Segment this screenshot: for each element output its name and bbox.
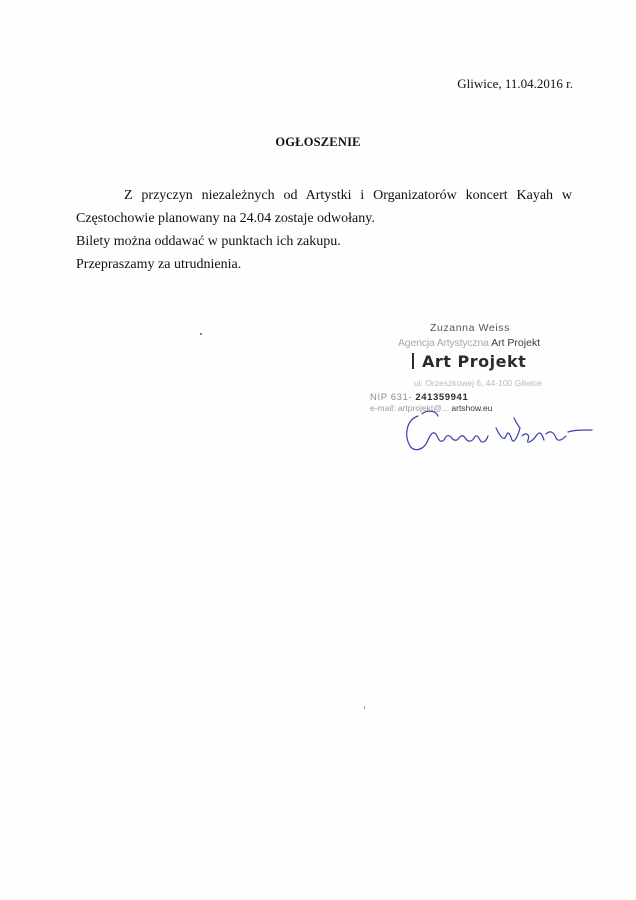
stamp-emblem-icon (412, 353, 420, 369)
stamp-agency-faded: Agencja Artystyczna (398, 337, 489, 349)
stamp-logo-text: Art Projekt (422, 352, 527, 371)
stamp-nip-number: 241359941 (415, 392, 469, 403)
stamp-email-domain: artshow.eu (451, 403, 493, 413)
scan-speck (364, 706, 365, 709)
stamp-person-name: Zuzanna Weiss (430, 322, 510, 334)
stamp-agency-line (398, 337, 540, 349)
stamp-email-faded: e-mail: artprojekt@... (370, 403, 450, 413)
paragraph-cancellation: Z przyczyn niezależnych od Artystki i Organizatorów koncert Kayah w Częstochowie planowany na 24.04 zostaje odwołany. (76, 188, 572, 226)
announcement-body (76, 184, 572, 276)
stamp-address: ul. Orzeszkowej 6, 44-100 Gliwice (414, 378, 543, 388)
scan-speck (200, 333, 202, 335)
paragraph-tickets: Bilety można oddawać w punktach ich zakupu. (76, 234, 341, 249)
stamp-nip (370, 392, 468, 403)
stamp-nip-label: NIP 631- (370, 392, 413, 403)
letter-date: Gliwice, 11.04.2016 r. (457, 76, 573, 91)
handwritten-signature (396, 406, 600, 458)
stamp-agency-brand: Art Projekt (491, 337, 541, 349)
announcement-title: OGŁOSZENIE (275, 135, 361, 149)
stamp-logo (412, 352, 526, 371)
paragraph-apology: Przepraszamy za utrudnienia. (76, 257, 242, 272)
